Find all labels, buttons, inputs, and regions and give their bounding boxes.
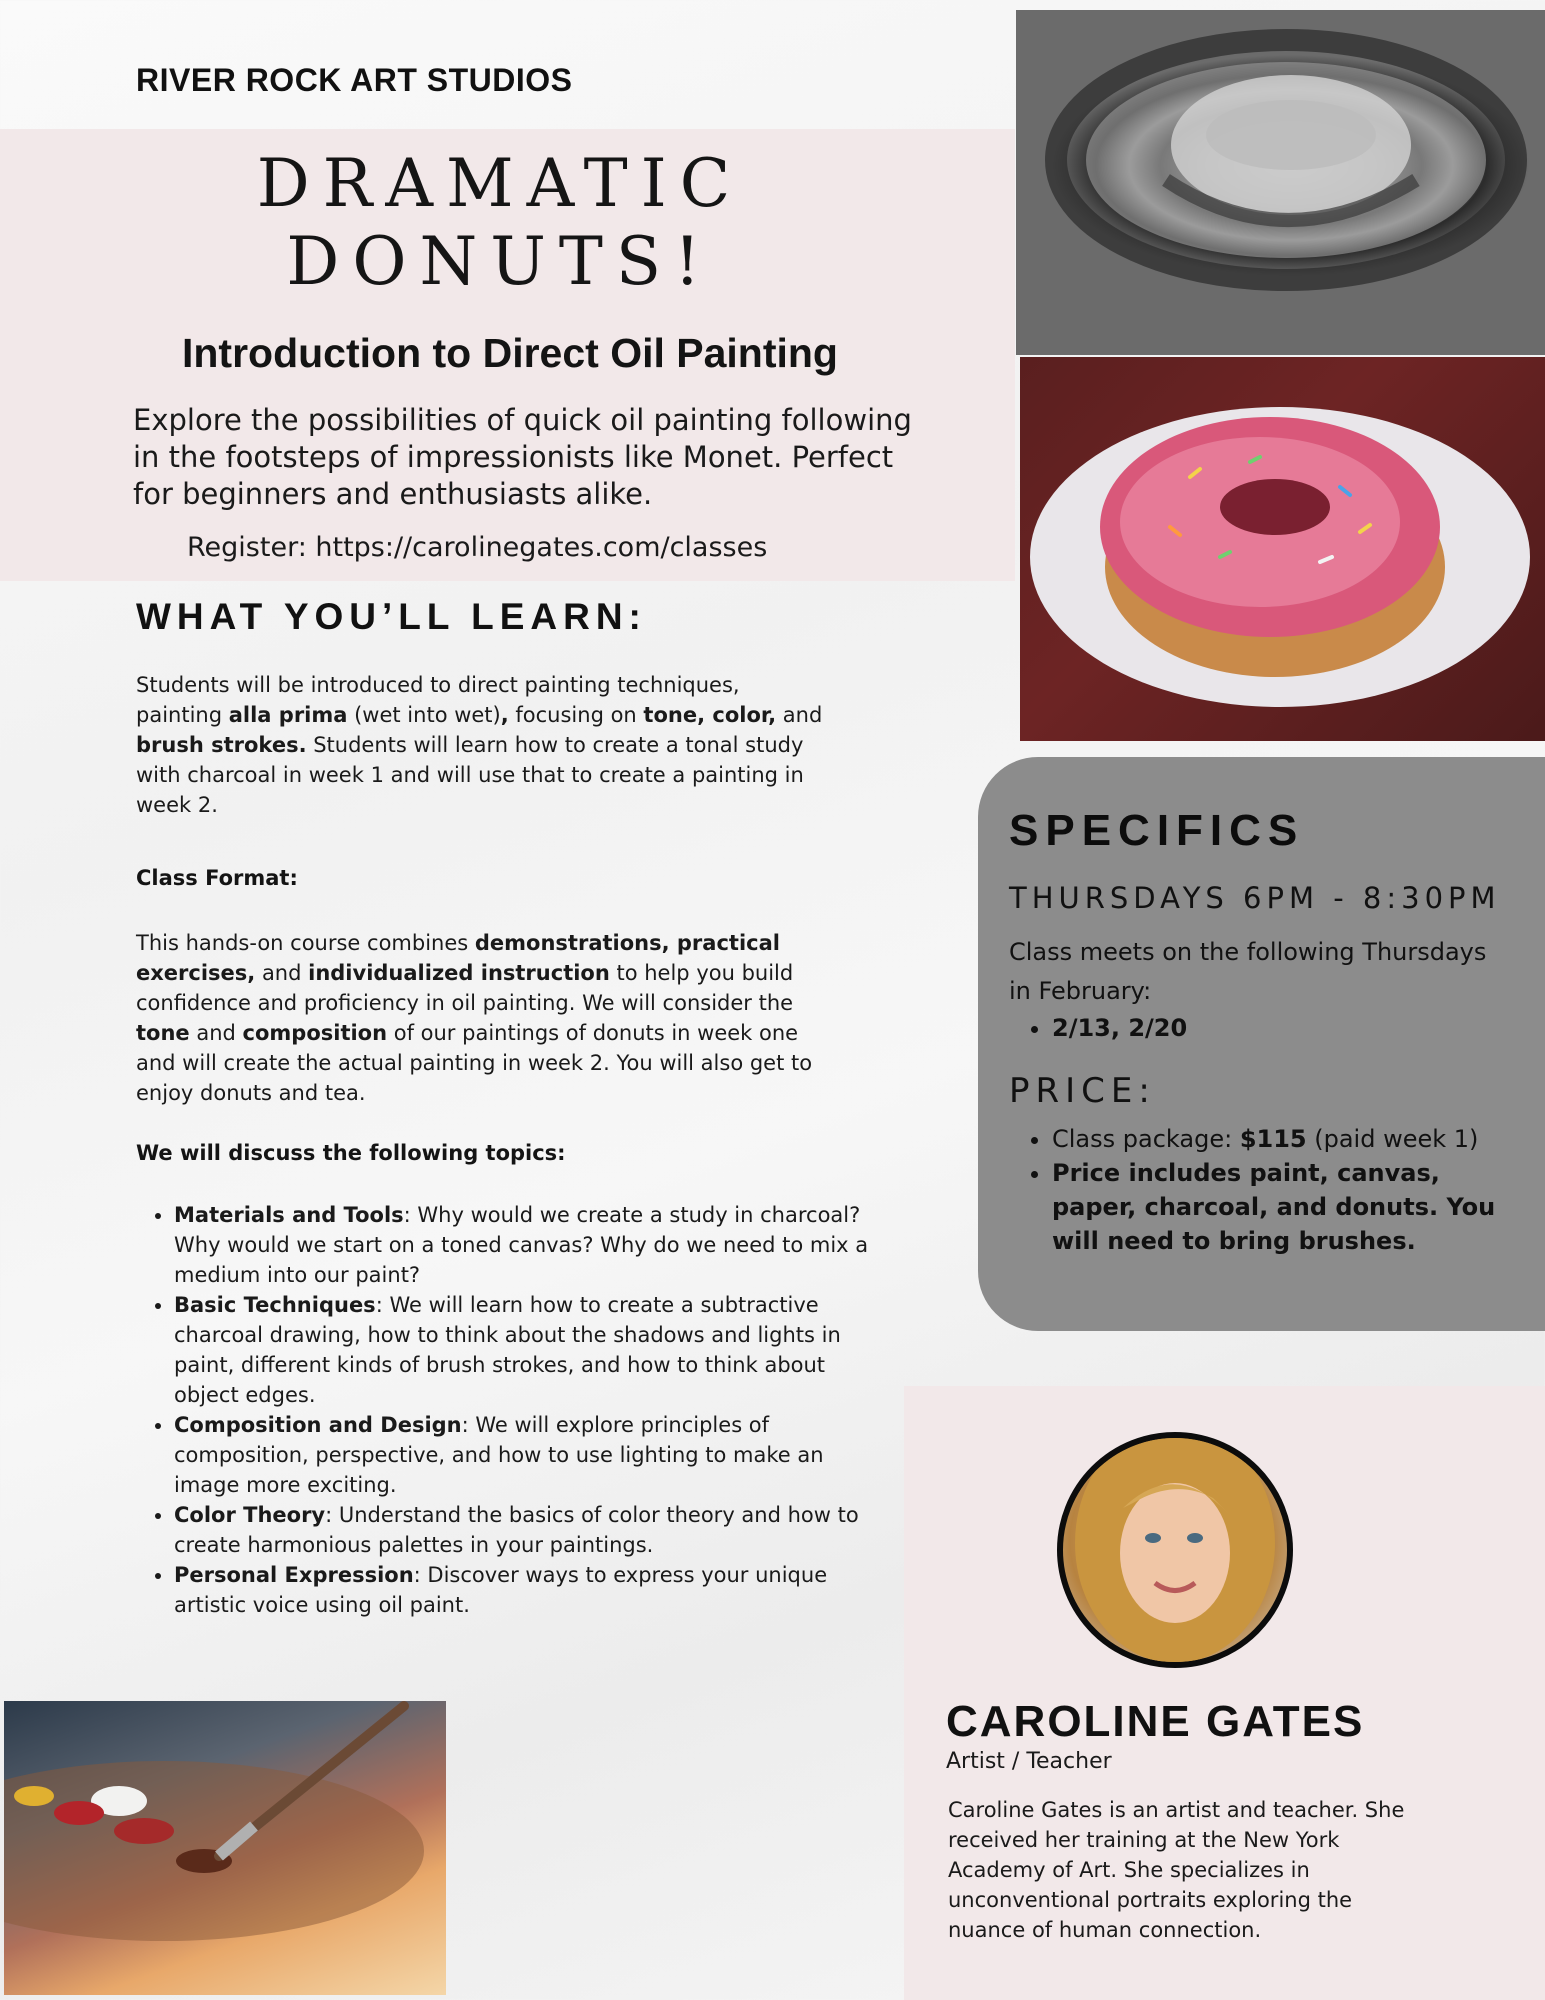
learn-text: and bbox=[776, 703, 823, 727]
format-bold: tone bbox=[136, 1021, 190, 1045]
topics-list bbox=[136, 1200, 874, 1620]
teacher-name: CAROLINE GATES bbox=[946, 1697, 1365, 1746]
learn-paragraph bbox=[136, 670, 826, 820]
format-paragraph bbox=[136, 928, 826, 1108]
learn-bold: , bbox=[500, 703, 509, 727]
learn-text: Students will learn how to create a tonal study with charcoal in week 1 and will use that to create a painting in week 2. bbox=[136, 733, 804, 817]
format-text: to help you build confidence and proficiency in oil painting. We will consider the bbox=[136, 961, 794, 1015]
topic-title: Personal Expression bbox=[174, 1563, 414, 1587]
topic-text: : We will explore principles of composition, perspective, and how to use lighting to make an image more exciting. bbox=[174, 1413, 824, 1497]
class-schedule: THURSDAYS 6PM - 8:30PM bbox=[1009, 881, 1501, 915]
paint-palette-brush-image bbox=[4, 1701, 446, 1995]
format-heading: Class Format: bbox=[136, 866, 298, 890]
price-includes-text: Price includes paint, canvas, paper, charcoal, and donuts. You will need to bring brushes. bbox=[1052, 1159, 1496, 1255]
price-heading: PRICE: bbox=[1009, 1071, 1156, 1111]
title-line-2: DONUTS! bbox=[286, 223, 714, 300]
topic-text: : We will learn how to create a subtractive charcoal drawing, how to think about the shadows and lights in paint, different kinds of brush strokes, and how to think about object edges. bbox=[174, 1293, 841, 1407]
format-text: and bbox=[255, 961, 309, 985]
list-item bbox=[174, 1500, 874, 1560]
price-includes bbox=[1052, 1156, 1522, 1258]
format-text: This hands-on course combines bbox=[136, 931, 475, 955]
list-item bbox=[174, 1290, 874, 1410]
title-line-1: DRAMATIC bbox=[256, 145, 744, 222]
learn-text: Students will be introduced to direct painting techniques, painting bbox=[136, 673, 740, 727]
topic-title: Basic Techniques bbox=[174, 1293, 376, 1317]
list-item bbox=[174, 1200, 874, 1290]
intro-text: Explore the possibilities of quick oil painting following in the footsteps of impressionists like Monet. Perfect for beginners and enthusiasts alike. bbox=[133, 403, 912, 511]
page-title bbox=[0, 145, 1000, 301]
register-link[interactable]: Register: https://carolinegates.com/classes bbox=[187, 532, 768, 563]
learn-heading: WHAT YOU’LL LEARN: bbox=[136, 596, 647, 637]
specifics-heading: SPECIFICS bbox=[1009, 806, 1305, 855]
price-amount: $115 bbox=[1239, 1125, 1307, 1153]
class-dates: • 2/13, 2/20 bbox=[1052, 1011, 1187, 1045]
learn-bold: tone, color, bbox=[643, 703, 777, 727]
class-dates-list bbox=[1009, 1011, 1187, 1045]
topic-text: : Why would we create a study in charcoal? Why would we start on a toned canvas? Why do we need to mix a medium into our paint? bbox=[174, 1203, 869, 1287]
subtitle: Introduction to Direct Oil Painting bbox=[182, 330, 838, 376]
format-bold: individualized instruction bbox=[308, 961, 610, 985]
learn-text: focusing on bbox=[508, 703, 644, 727]
format-text: of our paintings of donuts in week one and will create the actual painting in week 2. You will also get to enjoy donuts and tea. bbox=[136, 1021, 813, 1105]
teacher-role: Artist / Teacher bbox=[946, 1749, 1112, 1774]
list-item bbox=[174, 1560, 874, 1620]
format-bold: composition bbox=[242, 1021, 388, 1045]
price-package bbox=[1052, 1122, 1522, 1156]
learn-bold: brush strokes. bbox=[136, 733, 307, 757]
topic-title: Materials and Tools bbox=[174, 1203, 404, 1227]
price-label: Class package: bbox=[1052, 1125, 1240, 1153]
topics-heading: We will discuss the following topics: bbox=[136, 1141, 566, 1165]
format-bold: demonstrations, practical exercises, bbox=[136, 931, 780, 985]
topic-title: Composition and Design bbox=[174, 1413, 462, 1437]
charcoal-donut-image bbox=[1016, 10, 1545, 355]
topic-title: Color Theory bbox=[174, 1503, 326, 1527]
teacher-avatar bbox=[1057, 1432, 1293, 1668]
teacher-bio: Caroline Gates is an artist and teacher. She received her training at the New York Academy of Art. She specializes in unconventional portraits exploring the nuance of human connection. bbox=[948, 1798, 1405, 1942]
list-item bbox=[174, 1410, 874, 1500]
topic-text: : Discover ways to express your unique artistic voice using oil paint. bbox=[174, 1563, 828, 1617]
studio-name: RIVER ROCK ART STUDIOS bbox=[136, 62, 573, 98]
learn-text: (wet into wet) bbox=[347, 703, 501, 727]
price-list bbox=[1009, 1122, 1522, 1258]
topic-text: : Understand the basics of color theory and how to create harmonious palettes in your paintings. bbox=[174, 1503, 859, 1557]
price-note: (paid week 1) bbox=[1306, 1125, 1479, 1153]
pink-donut-painting-image bbox=[1020, 357, 1545, 741]
format-text: and bbox=[189, 1021, 243, 1045]
learn-bold: alla prima bbox=[228, 703, 348, 727]
class-meets-text: Class meets on the following Thursdays in February: bbox=[1009, 938, 1487, 1005]
